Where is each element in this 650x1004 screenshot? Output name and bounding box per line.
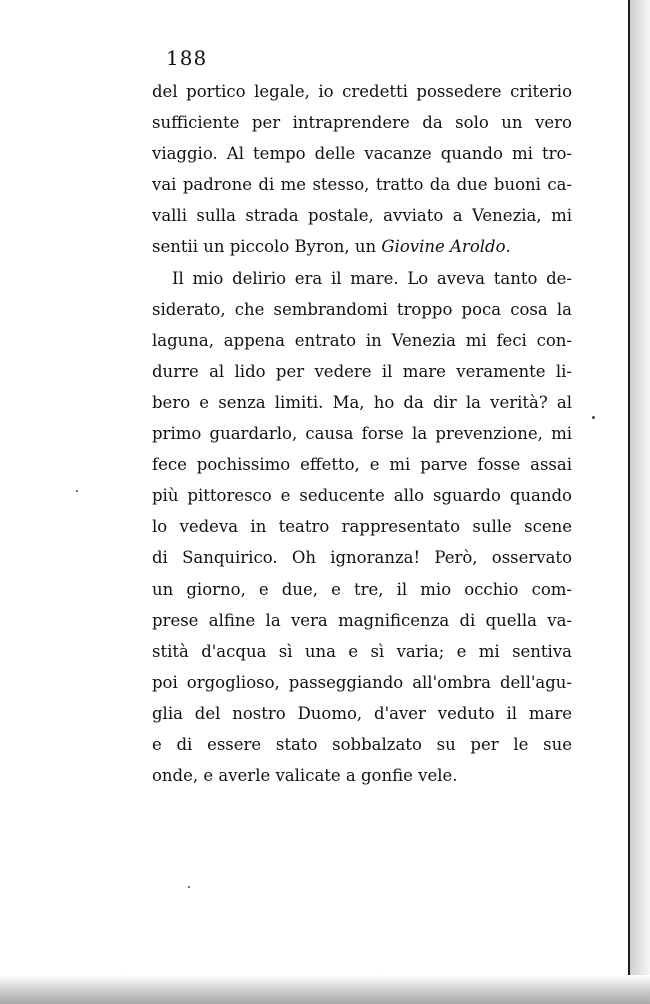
ink-speck bbox=[188, 886, 190, 888]
text-line: primo guardarlo, causa forse la prevenzione, mi bbox=[152, 424, 572, 444]
text-line: vai padrone di me stesso, tratto da due buoni ca- bbox=[152, 175, 572, 195]
text-line: laguna, appena entrato in Venezia mi feci con- bbox=[152, 330, 572, 350]
text-line: prese alfine la vera magnificenza di quella va- bbox=[152, 610, 572, 630]
text-line: un giorno, e due, e tre, il mio occhio com- bbox=[152, 579, 572, 599]
ink-speck bbox=[592, 416, 595, 419]
text-line: stità d'acqua sì una e sì varia; e mi sentiva bbox=[152, 641, 572, 661]
text-line: fece pochissimo effetto, e mi parve fosse assai bbox=[152, 455, 572, 475]
text-line: del portico legale, io credetti possedere criterio bbox=[152, 82, 572, 101]
text-line: di Sanquirico. Oh ignoranza! Però, osservato bbox=[152, 548, 572, 568]
page-number: 188 bbox=[166, 46, 208, 70]
text-line: sufficiente per intraprendere da solo un vero bbox=[152, 113, 572, 133]
text-line: più pittoresco e seducente allo sguardo quando bbox=[152, 486, 572, 506]
text-line: e di essere stato sobbalzato su per le sue bbox=[152, 734, 572, 754]
text-line: valli sulla strada postale, avviato a Venezia, mi bbox=[152, 206, 572, 226]
text-line: glia del nostro Duomo, d'aver veduto il mare bbox=[152, 703, 572, 723]
page-gutter-shadow bbox=[630, 0, 650, 1004]
text-line: viaggio. Al tempo delle vacanze quando mi tro- bbox=[152, 144, 572, 164]
text-line: siderato, che sembrandomi troppo poca cosa la bbox=[152, 299, 572, 319]
page-edge-line bbox=[628, 0, 630, 1004]
ink-speck bbox=[76, 490, 78, 492]
text-line: lo vedeva in teatro rappresentato sulle scene bbox=[152, 517, 572, 537]
page-bottom-edge bbox=[0, 975, 650, 1004]
text-line: sentii un piccolo Byron, un Giovine Aroldo. bbox=[152, 237, 511, 257]
text-line: poi orgoglioso, passeggiando all'ombra dell'agu- bbox=[152, 672, 572, 692]
italic-title: Giovine Aroldo bbox=[381, 237, 506, 257]
body-text bbox=[152, 76, 572, 791]
text-line: durre al lido per vedere il mare veramente li- bbox=[152, 361, 572, 381]
text-line: bero e senza limiti. Ma, ho da dir la verità? al bbox=[152, 392, 572, 412]
text-line: Il mio delirio era il mare. Lo aveva tanto de- bbox=[172, 268, 572, 288]
text-line: onde, e averle valicate a gonfie vele. bbox=[152, 766, 458, 786]
